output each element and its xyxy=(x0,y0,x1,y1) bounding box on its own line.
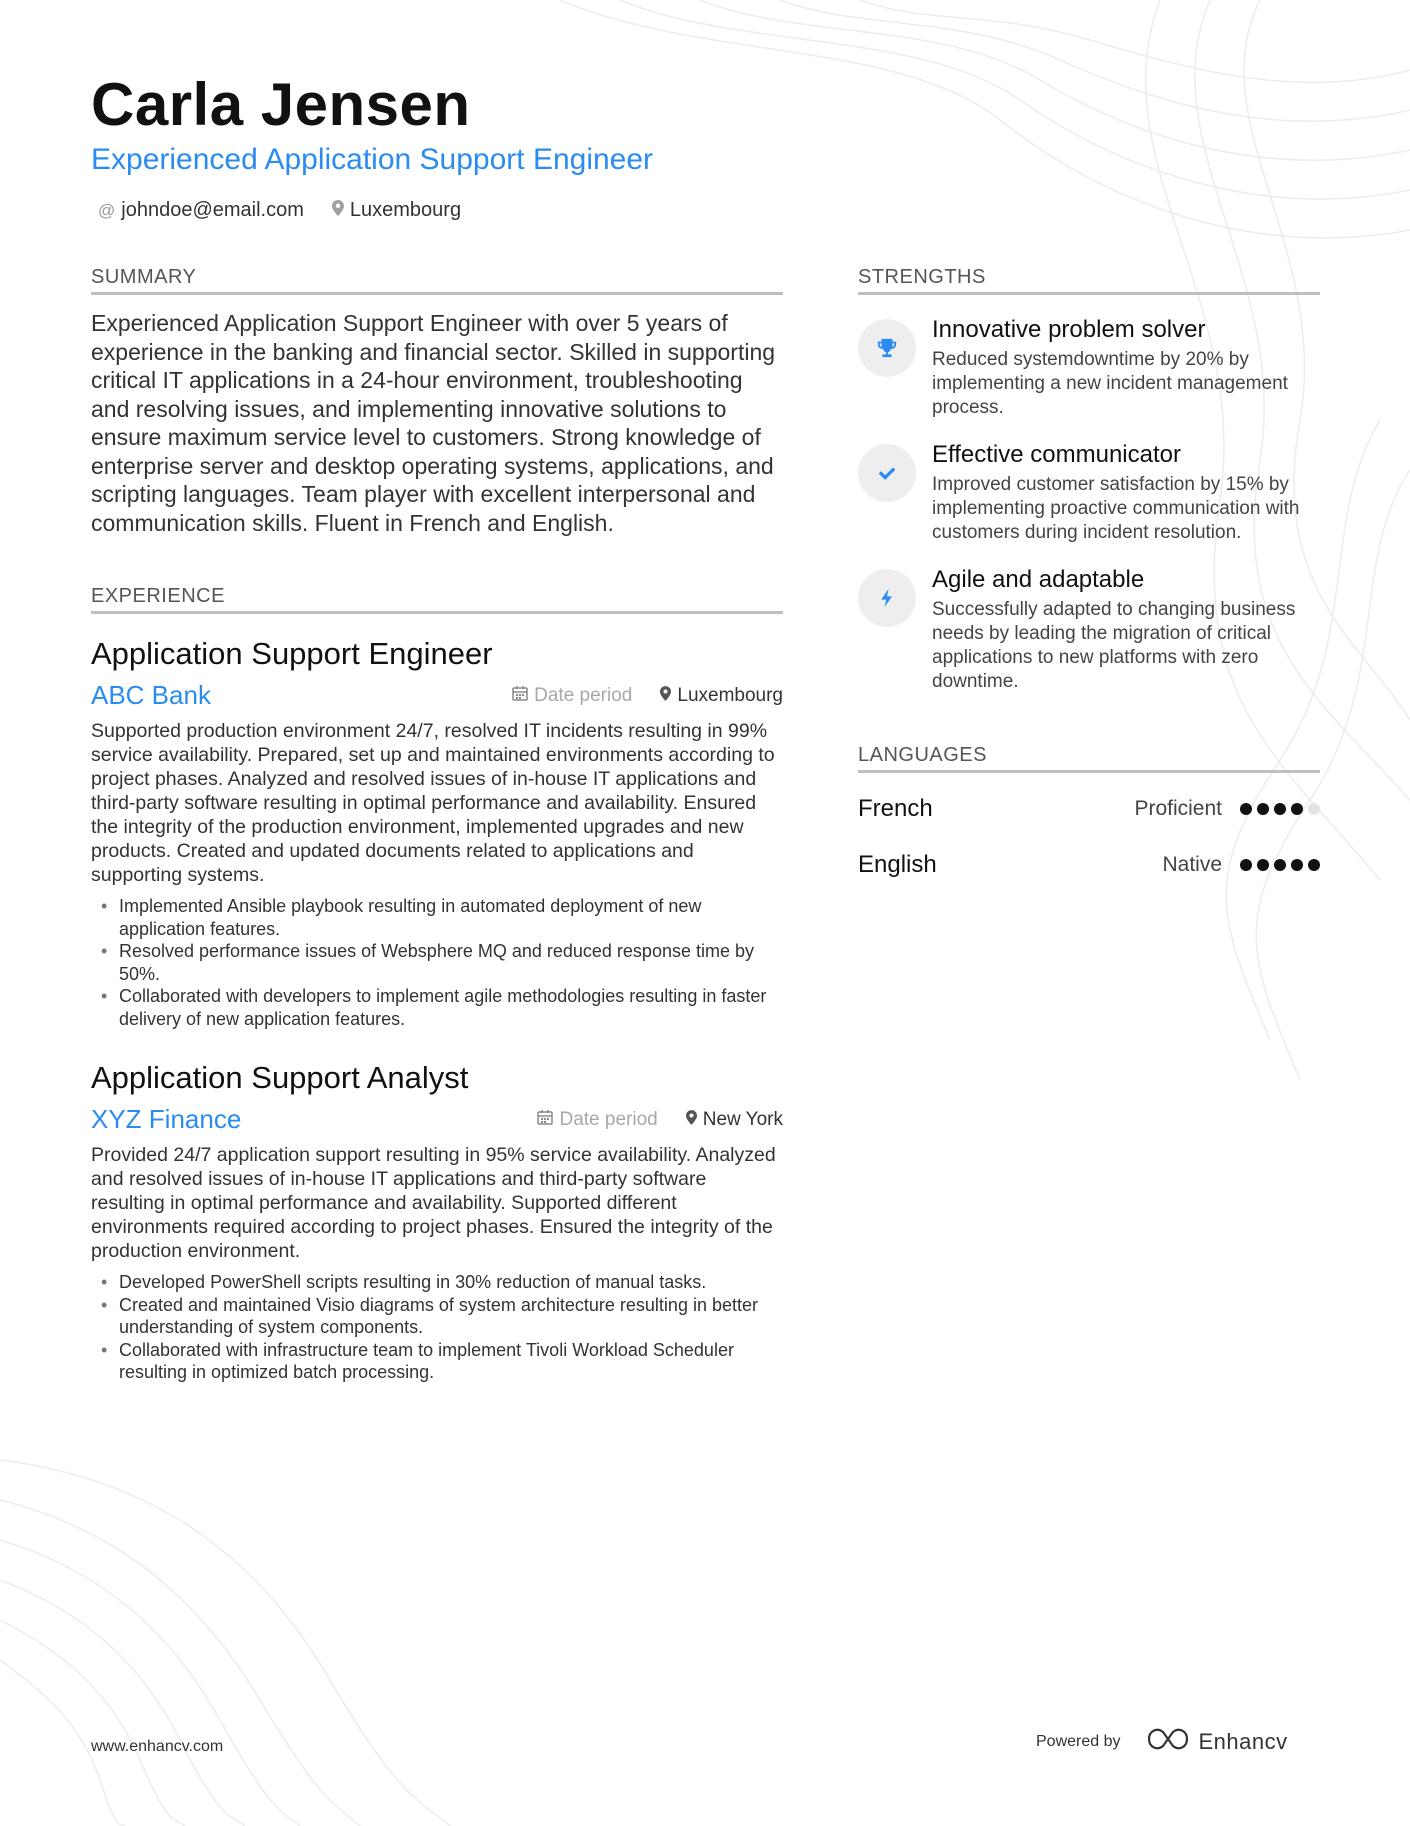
languages-heading: LANGUAGES xyxy=(858,744,1320,773)
job-meta xyxy=(91,1104,783,1135)
experience-section xyxy=(91,585,783,1384)
language-name: French xyxy=(858,795,933,822)
brand[interactable] xyxy=(1147,1728,1288,1755)
brand-name: Enhancv xyxy=(1198,1728,1288,1754)
checkmark-icon xyxy=(858,444,916,502)
lightning-icon xyxy=(858,569,916,627)
job-company: ABC Bank xyxy=(91,680,211,710)
job-meta-right xyxy=(512,685,783,707)
enhancv-logo-icon xyxy=(1147,1728,1189,1755)
rating-dot-filled xyxy=(1291,803,1303,815)
bullet-text: Implemented Ansible playbook resulting in automated deployment of new application features. xyxy=(119,896,702,939)
rating-dot-filled xyxy=(1274,803,1286,815)
location-pin-icon xyxy=(660,686,671,706)
rating-dot-filled xyxy=(1257,803,1269,815)
contact-row xyxy=(98,199,461,222)
list-item: • Collaborated with infrastructure team to implement Tivoli Workload Scheduler resulting in optimized batch processing. xyxy=(101,1339,734,1382)
footer-website[interactable]: www.enhancv.com xyxy=(91,1738,224,1755)
left-column xyxy=(91,266,783,1384)
rating-dot-filled xyxy=(1308,859,1320,871)
bullet-text: Created and maintained Visio diagrams of system architecture resulting in better understanding of system components. xyxy=(119,1294,758,1337)
job-bullets xyxy=(91,1271,783,1384)
language-item xyxy=(858,795,1320,823)
job-location-text: New York xyxy=(702,1108,783,1130)
language-level: Native xyxy=(1162,853,1222,876)
rating-dot-filled xyxy=(1291,859,1303,871)
job-location xyxy=(660,685,783,707)
location-pin-icon xyxy=(332,200,344,221)
job-role: Application Support Engineer xyxy=(91,636,493,671)
job-meta xyxy=(91,680,783,711)
location-pin-icon xyxy=(686,1110,697,1130)
job-location xyxy=(686,1109,783,1131)
job-date-text: Date period xyxy=(534,684,633,706)
language-rating xyxy=(1240,803,1320,815)
strength-title: Agile and adaptable xyxy=(932,566,1145,593)
strengths-section xyxy=(858,266,1320,694)
strength-item xyxy=(858,315,1320,420)
rating-dot-empty xyxy=(1308,803,1320,815)
email-text: johndoe@email.com xyxy=(121,199,304,221)
strength-description: Reduced systemdowntime by 20% by implementing a new incident management process. xyxy=(932,349,1288,418)
strength-title: Innovative problem solver xyxy=(932,316,1206,343)
language-item xyxy=(858,851,1320,879)
bullet-text: Developed PowerShell scripts resulting in 30% reduction of manual tasks. xyxy=(119,1272,707,1292)
strength-item xyxy=(858,440,1320,545)
location-text: Luxembourg xyxy=(349,199,462,221)
job-date-text: Date period xyxy=(559,1108,658,1130)
summary-section xyxy=(91,266,783,537)
job-meta-right xyxy=(537,1109,783,1131)
strength-item xyxy=(858,565,1320,694)
job-date xyxy=(537,1109,657,1131)
summary-text: Experienced Application Support Engineer with over 5 years of experience in the banking and financial sector. Skilled in supporting critical IT applications in a 24-hour environment, troubleshooting and resolving issues, and implementing innovative solutions to ensure maximum service level to customers. Strong knowledge of enterprise server and desktop operating systems, applications, and scripting languages. Team player with excellent interpersonal and communication skills. Fluent in French and English. xyxy=(91,310,776,536)
powered-by-text: Powered by xyxy=(1036,1732,1121,1750)
list-item: • Resolved performance issues of Websphere MQ and reduced response time by 50%. xyxy=(101,941,754,984)
summary-heading: SUMMARY xyxy=(91,266,783,295)
job-date xyxy=(512,685,632,707)
at-icon: @ xyxy=(98,200,116,220)
rating-dot-filled xyxy=(1240,859,1252,871)
languages-section xyxy=(858,744,1320,879)
bullet-text: Resolved performance issues of Websphere MQ and reduced response time by 50%. xyxy=(119,941,754,984)
strength-title: Effective communicator xyxy=(932,441,1181,468)
calendar-icon xyxy=(537,1109,553,1130)
strength-description: Improved customer satisfaction by 15% by implementing proactive communication with customers during incident resolution. xyxy=(932,474,1300,543)
list-item: • Created and maintained Visio diagrams of system architecture resulting in better understanding of system components. xyxy=(101,1294,758,1337)
contact-location xyxy=(332,199,461,222)
rating-dot-filled xyxy=(1257,859,1269,871)
list-item: • Collaborated with developers to implement agile methodologies resulting in faster delivery of new application features. xyxy=(101,986,767,1029)
trophy-icon xyxy=(858,319,916,377)
job-description: Supported production environment 24/7, resolved IT incidents resulting in 99% service availability. Prepared, set up and maintained environments according to project phases. Analyzed and resolved issues of in-house IT applications and third-party software resulting in optimal performance and availability. Ensured the integrity of the production environment, implemented upgrades and new products. Created and updated documents related to applications and supporting systems. xyxy=(91,720,775,886)
job-bullets xyxy=(91,895,783,1030)
experience-heading: EXPERIENCE xyxy=(91,585,783,614)
footer-branding xyxy=(1036,1728,1288,1755)
job-role: Application Support Analyst xyxy=(91,1060,469,1095)
strengths-heading: STRENGTHS xyxy=(858,266,1320,295)
language-level: Proficient xyxy=(1134,797,1222,820)
rating-dot-filled xyxy=(1274,859,1286,871)
contact-email[interactable] xyxy=(98,199,304,222)
strength-description: Successfully adapted to changing business needs by leading the migration of critical applications to new platforms with zero downtime. xyxy=(932,599,1296,692)
language-name: English xyxy=(858,851,937,878)
language-rating xyxy=(1240,859,1320,871)
candidate-title: Experienced Application Support Engineer xyxy=(91,143,654,176)
rating-dot-filled xyxy=(1240,803,1252,815)
list-item: • Implemented Ansible playbook resulting in automated deployment of new application features. xyxy=(101,896,702,939)
right-column xyxy=(858,266,1320,879)
job-entry xyxy=(91,636,783,1030)
job-company: XYZ Finance xyxy=(91,1104,242,1134)
candidate-name: Carla Jensen xyxy=(91,71,471,138)
job-description: Provided 24/7 application support resulting in 95% service availability. Analyzed and resolved issues of in-house IT applications and third-party software resulting in optimal performance and availability. Supported different environments required according to project phases. Ensured the integrity of the production environment. xyxy=(91,1144,776,1262)
calendar-icon xyxy=(512,685,528,706)
bullet-text: Collaborated with infrastructure team to implement Tivoli Workload Scheduler resulting in optimized batch processing. xyxy=(119,1339,734,1382)
job-location-text: Luxembourg xyxy=(677,684,783,706)
list-item: • Developed PowerShell scripts resulting in 30% reduction of manual tasks. xyxy=(101,1272,707,1292)
job-entry xyxy=(91,1060,783,1384)
bullet-text: Collaborated with developers to implement agile methodologies resulting in faster delivery of new application features. xyxy=(119,986,767,1029)
